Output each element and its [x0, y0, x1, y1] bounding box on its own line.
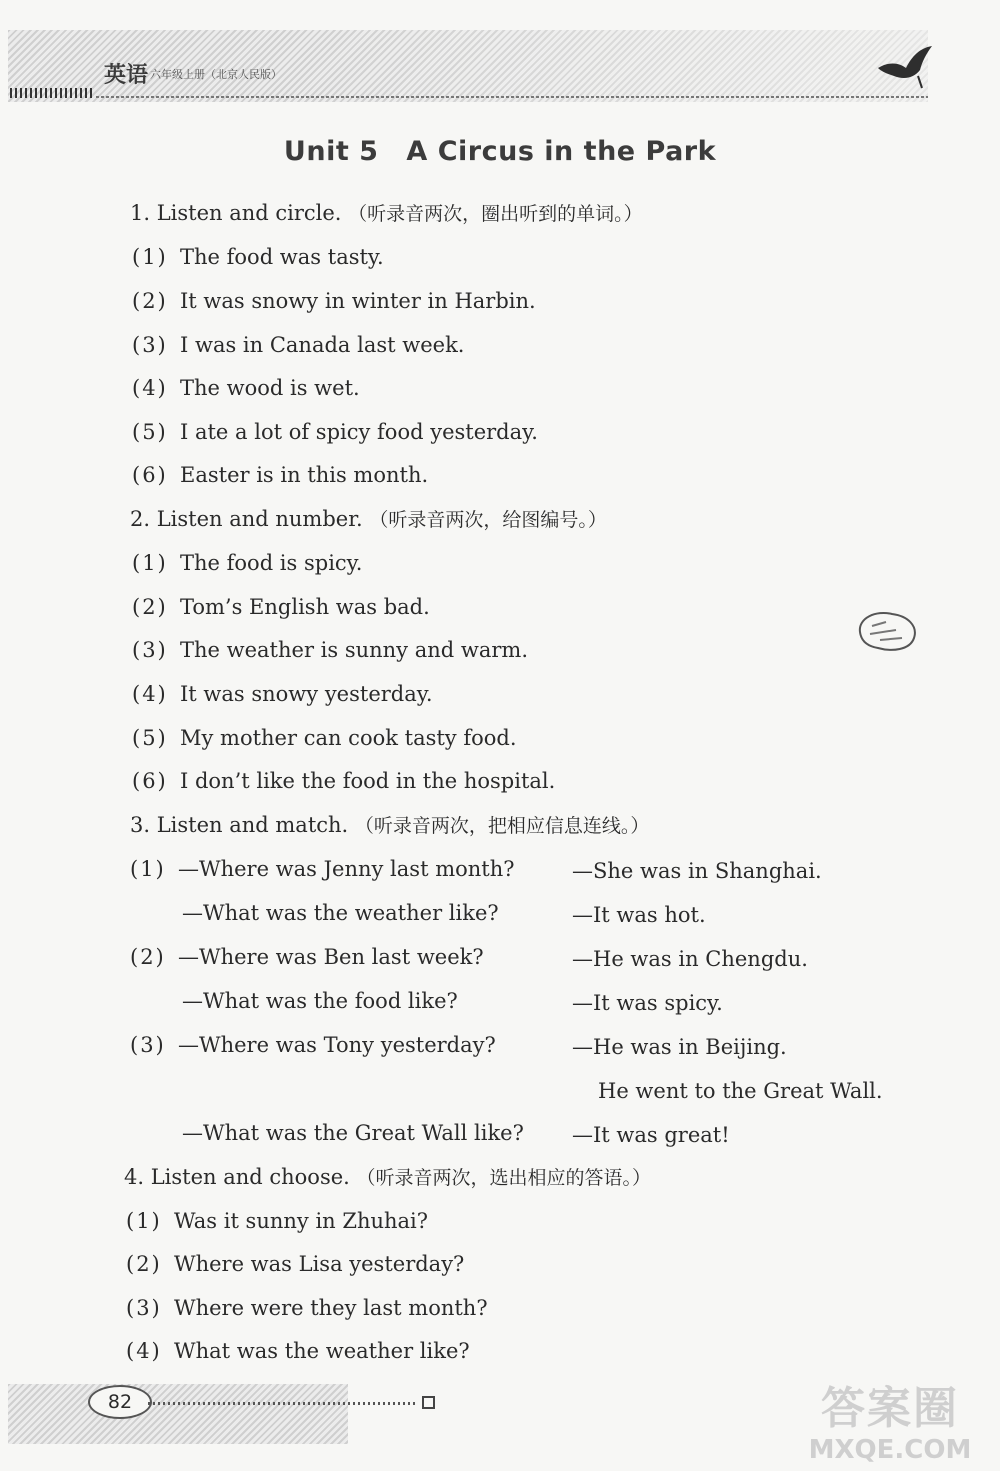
item-number: (4): [132, 376, 168, 400]
item-number: (3): [130, 1033, 166, 1057]
section2-heading-text: 2. Listen and number.: [130, 507, 363, 531]
match-answer: —It was spicy.: [572, 991, 723, 1015]
item-number: (6): [132, 463, 168, 487]
match-row: [130, 856, 515, 882]
item-text: Was it sunny in Zhuhai?: [174, 1209, 429, 1233]
item-text: Where was Lisa yesterday?: [174, 1252, 465, 1276]
item-number: (2): [132, 289, 168, 313]
list-item: [132, 375, 360, 401]
item-number: (2): [126, 1252, 162, 1276]
item-number: (3): [132, 638, 168, 662]
watermark: [790, 1382, 990, 1468]
list-item: [132, 725, 517, 751]
match-question: —Where was Ben last week?: [178, 945, 484, 969]
item-text: My mother can cook tasty food.: [180, 726, 517, 750]
subject-label: 英语: [104, 62, 149, 88]
match-answer: —It was great!: [572, 1123, 730, 1147]
item-number: (2): [130, 945, 166, 969]
item-text: Tom’s English was bad.: [180, 595, 430, 619]
item-text: The food was tasty.: [180, 245, 384, 269]
list-item: [132, 594, 430, 620]
item-text: The weather is sunny and warm.: [180, 638, 529, 662]
match-question: —What was the weather like?: [182, 901, 499, 925]
item-number: (1): [126, 1209, 162, 1233]
section3-heading: [130, 812, 649, 839]
list-item: [132, 550, 362, 576]
item-number: (1): [130, 857, 166, 881]
section2-heading: [130, 506, 607, 533]
list-item: [126, 1208, 428, 1234]
item-text: The food is spicy.: [180, 551, 363, 575]
section1-heading: [130, 200, 643, 227]
item-text: It was snowy in winter in Harbin.: [180, 289, 536, 313]
section1-note: （听录音两次，圈出听到的单词。）: [348, 203, 643, 225]
section4-note: （听录音两次，选出相应的答语。）: [356, 1167, 652, 1189]
list-item: [132, 681, 433, 707]
list-item: [132, 419, 538, 445]
match-answer: —She was in Shanghai.: [572, 859, 822, 883]
list-item: [132, 332, 464, 358]
match-row: [130, 1032, 496, 1058]
item-number: (6): [132, 769, 168, 793]
homework-stamp-icon: [852, 608, 922, 654]
item-number: (3): [126, 1296, 162, 1320]
watermark-url: MXQE.COM: [808, 1435, 972, 1465]
section3-note: （听录音两次，把相应信息连线。）: [354, 815, 650, 837]
section1-heading-text: 1. Listen and circle.: [130, 201, 342, 225]
match-question: —Where was Tony yesterday?: [178, 1033, 496, 1057]
item-text: It was snowy yesterday.: [180, 682, 433, 706]
header-rule: [96, 96, 928, 98]
header-ticks: [10, 88, 94, 98]
header-band-fade: [300, 30, 928, 102]
section3-heading-text: 3. Listen and match.: [130, 813, 349, 837]
unit-number: Unit 5: [283, 136, 379, 167]
item-number: (1): [132, 245, 168, 269]
item-number: (4): [132, 682, 168, 706]
list-item: [132, 637, 528, 663]
match-question: —What was the Great Wall like?: [182, 1121, 524, 1145]
item-number: (1): [132, 551, 168, 575]
item-text: I don’t like the food in the hospital.: [180, 769, 556, 793]
section4-heading-text: 4. Listen and choose.: [124, 1165, 350, 1189]
list-item: [126, 1338, 470, 1364]
match-row: [130, 944, 484, 970]
match-answer: —He was in Beijing.: [572, 1035, 787, 1059]
item-number: (3): [132, 333, 168, 357]
page-number: 82: [88, 1385, 152, 1419]
item-text: Where were they last month?: [174, 1296, 488, 1320]
match-question: —Where was Jenny last month?: [178, 857, 515, 881]
match-question: —What was the food like?: [182, 989, 458, 1013]
list-item: [132, 768, 555, 794]
item-number: (5): [132, 726, 168, 750]
section2-note: （听录音两次，给图编号。）: [369, 509, 607, 531]
list-item: [132, 244, 384, 270]
item-number: (4): [126, 1339, 162, 1363]
list-item: [126, 1295, 488, 1321]
item-text: I ate a lot of spicy food yesterday.: [180, 420, 538, 444]
dove-logo-icon: [874, 40, 934, 92]
match-answer: —He was in Chengdu.: [572, 947, 808, 971]
match-answer: —It was hot.: [572, 903, 706, 927]
list-item: [132, 462, 428, 488]
footer-rule: [148, 1402, 418, 1405]
footer-band: [8, 1384, 348, 1444]
match-answer: He went to the Great Wall.: [598, 1079, 883, 1103]
watermark-logo-text: 答案圈: [821, 1383, 959, 1434]
list-item: [132, 288, 536, 314]
item-text: What was the weather like?: [174, 1339, 470, 1363]
item-number: (5): [132, 420, 168, 444]
item-text: I was in Canada last week.: [180, 333, 465, 357]
item-text: The wood is wet.: [180, 376, 360, 400]
list-item: [126, 1251, 464, 1277]
unit-title: [0, 136, 1000, 167]
section4-heading: [124, 1164, 651, 1191]
grade-label: 六年级上册（北京人民版）: [150, 68, 282, 81]
footer-square-icon: [422, 1396, 435, 1409]
item-number: (2): [132, 595, 168, 619]
item-text: Easter is in this month.: [180, 463, 429, 487]
unit-name: A Circus in the Park: [406, 136, 717, 167]
